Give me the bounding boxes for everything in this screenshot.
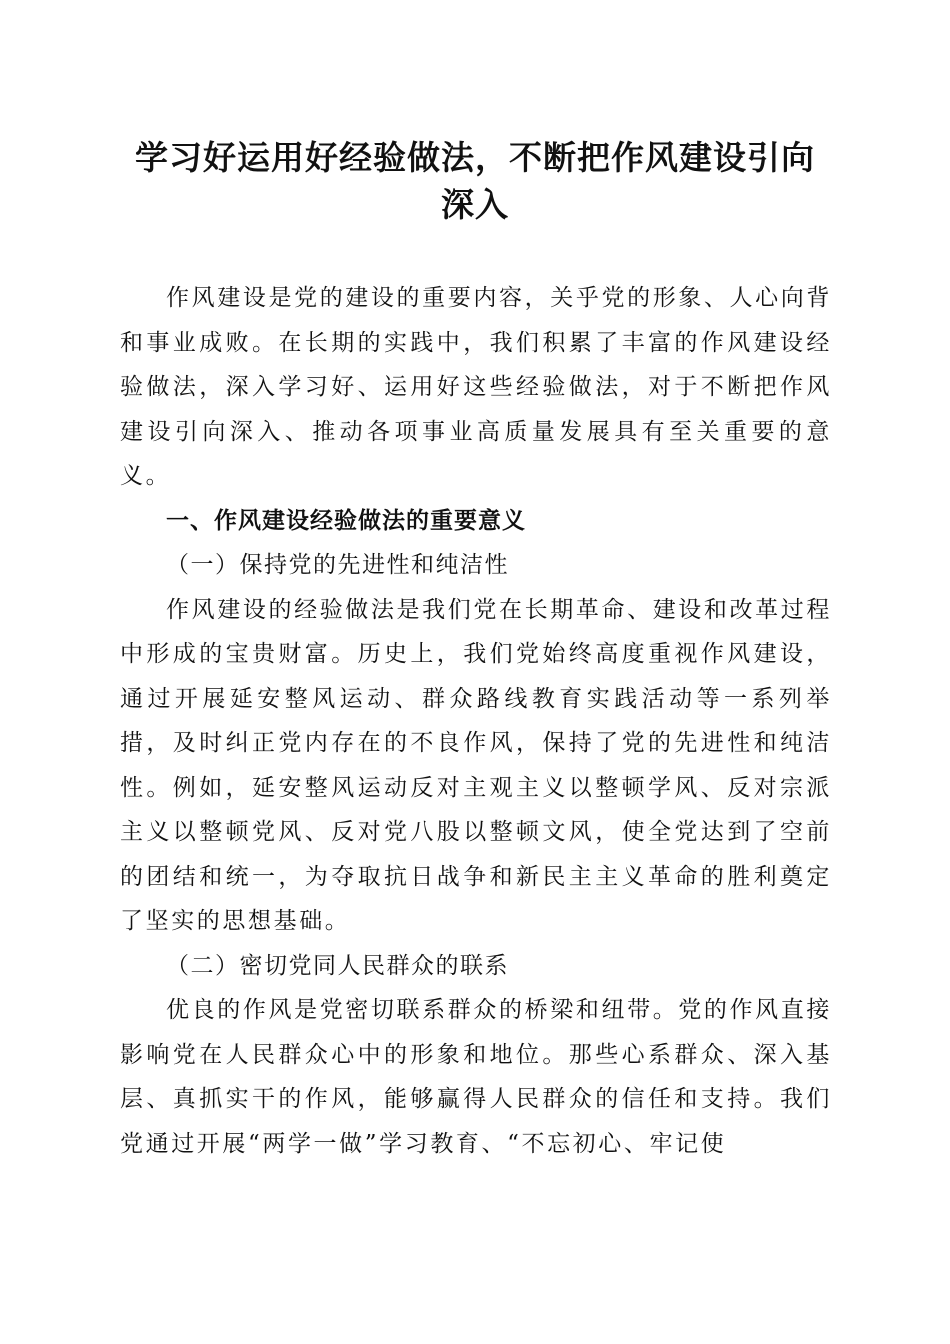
- subsection-heading-1: （一）保持党的先进性和纯洁性: [166, 552, 509, 578]
- intro-paragraph: 作风建设是党的建设的重要内容，关乎党的形象、人心向背和事业成败。在长期的实践中，我们积累了丰富的作风建设经验做法，深入学习好、运用好这些经验做法，对于不断把作风建设引向深入、推动各项事业高质量发展具有至关重要的意义。: [120, 285, 832, 489]
- section-heading-1: 一、作风建设经验做法的重要意义: [166, 507, 526, 534]
- title-line-2: 深入: [441, 185, 509, 224]
- body-paragraph-2: 优良的作风是党密切联系群众的桥梁和纽带。党的作风直接影响党在人民群众心中的形象和地位。那些心系群众、深入基层、真抓实干的作风，能够赢得人民群众的信任和支持。我们党通过开展“两学一做”学习教育、“不忘初心、牢记使: [120, 997, 832, 1157]
- subsection-heading-2: （二）密切党同人民群众的联系: [166, 952, 509, 979]
- title-line-1: 学习好运用好经验做法，不断把作风建设引向: [135, 138, 815, 177]
- document-body: [120, 276, 832, 1166]
- body-paragraph-1: 作风建设的经验做法是我们党在长期革命、建设和改革过程中形成的宝贵财富。历史上，我们党始终高度重视作风建设，通过开展延安整风运动、群众路线教育实践活动等一系列举措，及时纠正党内存在的不良作风，保持了党的先进性和纯洁性。例如，延安整风运动反对主观主义以整顿学风、反对宗派主义以整顿党风、反对党八股以整顿文风，使全党达到了空前的团结和统一，为夺取抗日战争和新民主主义革命的胜利奠定了坚实的思想基础。: [120, 596, 832, 934]
- document-title: [100, 134, 850, 228]
